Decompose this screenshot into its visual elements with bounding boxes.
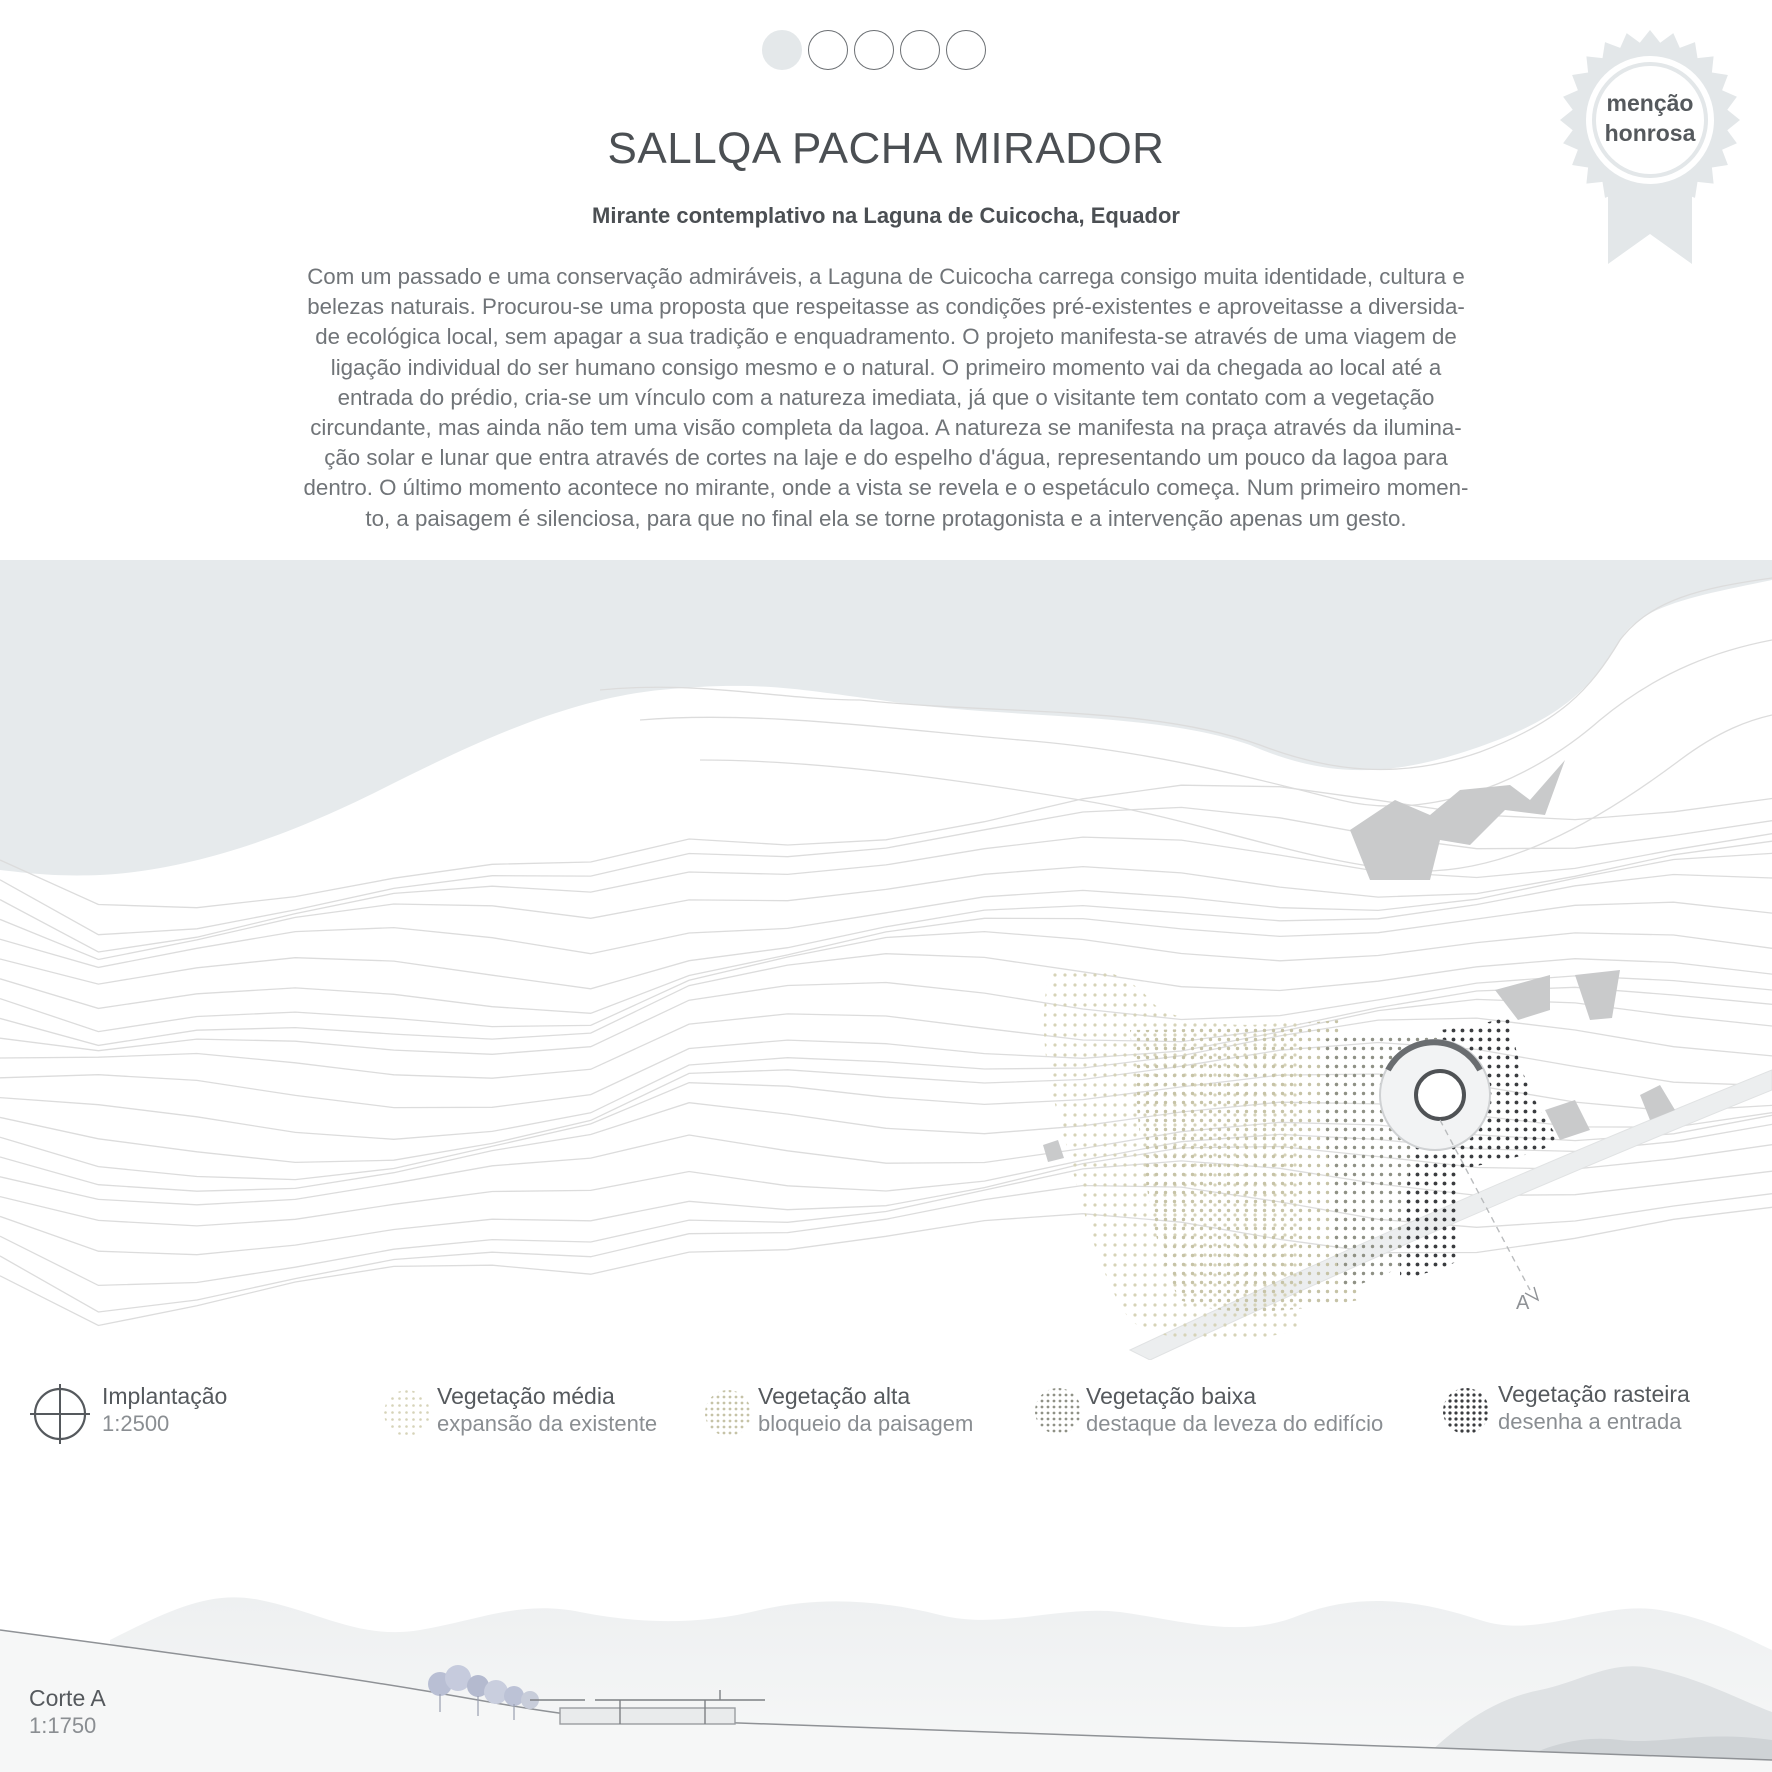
legend-subtitle: bloqueio da paisagem [758, 1411, 974, 1436]
contour-line [0, 853, 1772, 967]
description-line: to, a paisagem é silenciosa, para que no final ela se torne protagonista e a intervenção apenas um gesto. [365, 505, 1407, 531]
section-title: Corte A [29, 1685, 106, 1711]
progress-dot [854, 30, 894, 70]
lake-shape [0, 560, 1772, 875]
progress-dot-active [762, 30, 802, 70]
section-label [29, 1684, 106, 1740]
description-line: circundante, mas ainda não tem uma visão completa da lagoa. A natureza se manifesta na praça através da ilumina- [310, 415, 1462, 441]
description-line: Com um passado e uma conservação admiráveis, a Laguna de Cuicocha carrega consigo muita identidade, cultura e [307, 264, 1465, 289]
legend-implantacao-title: Implantação [102, 1383, 228, 1409]
description-line: belezas naturais. Procurou-se uma proposta que respeitasse as condições pré-existentes e aproveitasse a diversida- [307, 294, 1465, 320]
section-marker-label: A [1516, 1292, 1530, 1314]
legend-title: Vegetação alta [758, 1383, 911, 1409]
progress-dot [808, 30, 848, 70]
description-line: ligação individual do ser humano consigo mesmo e o natural. O primeiro momento vai da chegada ao local até a [330, 354, 1442, 380]
legend-title: Vegetação rasteira [1498, 1381, 1690, 1407]
vegetation-medium-swatch-icon [382, 1388, 432, 1438]
description-line: ção solar e lunar que entra através de cortes na laje e do espelho d'água, representando um pouco da lagoa para [324, 445, 1448, 471]
contour-line [0, 1161, 1772, 1286]
legend-title: Vegetação média [437, 1383, 615, 1409]
progress-dot [946, 30, 986, 70]
description-line: entrada do prédio, cria-se um vínculo com a natureza imediata, já que o visitante tem contato com a vegetação [337, 384, 1435, 410]
site-plan-map [0, 560, 1772, 1360]
legend-implantacao-scale: 1:2500 [102, 1411, 170, 1436]
vegetation-ground-swatch-icon [1441, 1386, 1491, 1436]
page-title: SALLQA PACHA MIRADOR [607, 124, 1165, 173]
vegetation-low-swatch-icon [1033, 1386, 1083, 1436]
award-line-1: menção [1606, 90, 1694, 116]
progress-dot [900, 30, 940, 70]
legend-title: Vegetação baixa [1086, 1383, 1257, 1409]
project-description [186, 262, 1586, 534]
progress-dots [762, 30, 994, 74]
legend-subtitle: destaque da leveza do edifício [1086, 1411, 1384, 1436]
page-subtitle: Mirante contemplativo na Laguna de Cuicocha, Equador [592, 203, 1180, 228]
section-drawing [0, 1560, 1772, 1772]
description-line: dentro. O último momento acontece no mirante, onde a vista se revela e o espetáculo começa. Num primeiro momen- [303, 475, 1469, 501]
legend-subtitle: desenha a entrada [1498, 1409, 1682, 1434]
award-line-2: honrosa [1604, 120, 1696, 146]
crosshair-north-icon [30, 1382, 90, 1444]
vegetation-high-swatch-icon [703, 1388, 753, 1438]
legend-subtitle: expansão da existente [437, 1411, 658, 1436]
description-line: de ecológica local, sem apagar a sua tradição e enquadramento. O projeto manifesta-se através de uma viagem de [315, 324, 1457, 350]
section-scale: 1:1750 [29, 1713, 97, 1738]
